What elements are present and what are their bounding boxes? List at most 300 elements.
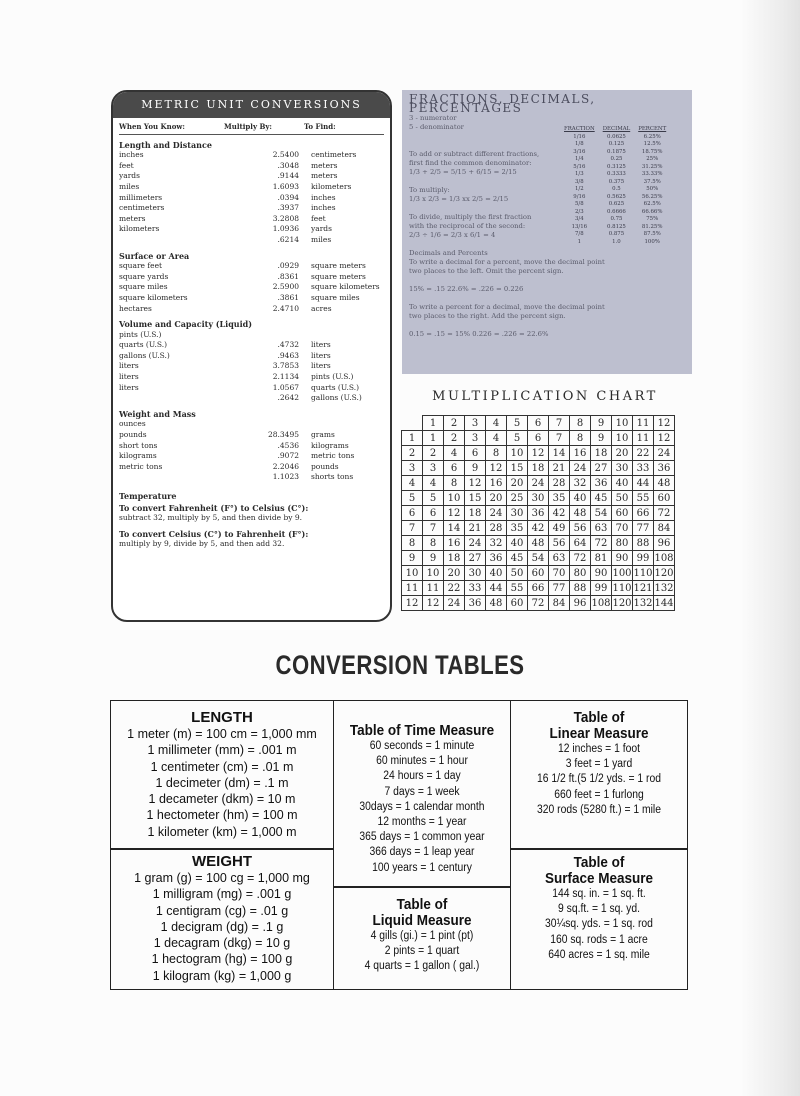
metric-from-unit [119,472,229,483]
mult-cell: 22 [633,446,654,461]
conversion-line: 1 kilometer (km) = 1,000 m [147,824,297,839]
metric-factor: 2.4710 [272,303,299,313]
fraction-text-line: with the reciprocal of the second: [409,222,526,230]
conversion-line: 60 minutes = 1 hour [376,755,468,768]
metric-row [119,383,384,394]
mult-cell: 110 [633,567,653,579]
mult-cell: 12 [654,431,675,446]
mult-cell: 44 [633,476,654,491]
mult-cell: 70 [612,521,633,536]
conversion-line: 2 pints = 1 quart [384,945,460,958]
mult-cell: 36 [528,506,549,521]
metric-factor [229,330,311,341]
mult-cell: 2 [402,446,423,461]
mult-cell: 11 [633,416,654,431]
mult-row [402,446,675,461]
mult-cell: 54 [591,506,612,521]
fraction-table-header: DECIMAL [602,126,631,132]
mult-cell: 12 [528,446,549,461]
mult-cell: 8 [570,416,591,431]
metric-row [119,150,384,161]
fractions-panel [402,90,692,374]
mult-cell: 64 [570,536,591,551]
mult-cell: 48 [654,476,675,491]
mult-cell: 84 [654,521,675,536]
surface-title-2: Surface Measure [544,870,654,887]
metric-to-unit: square meters [311,271,366,281]
mult-cell: 40 [507,536,528,551]
metric-to-unit: gallons (U.S.) [311,393,362,403]
mult-cell: 7 [423,521,444,536]
conversion-line: 1 decimeter (dm) = .1 m [155,775,289,790]
mult-row [402,536,675,551]
conversion-line: 4 quarts = 1 gallon ( gal.) [364,960,480,973]
mult-cell: 6 [444,461,465,476]
mult-cell: 35 [507,521,528,536]
metric-to-unit: liters [311,361,331,371]
conversion-line: 12 months = 1 year [377,816,467,829]
mult-cell: 54 [528,551,549,566]
fraction-text-line: two places to the right. Add the percent sign. [409,312,566,320]
metric-factor: .9144 [277,171,299,181]
mult-cell: 40 [570,491,591,506]
fraction-table-cell: 13/16 [571,223,588,230]
mult-cell: 7 [402,521,423,536]
metric-to-unit: feet [311,213,326,223]
fraction-table-cell: 1/2 [575,186,584,192]
fraction-text-line: To multiply: [409,186,450,194]
fractions-text [409,114,605,339]
conversion-line: 100 years = 1 century [372,861,472,874]
mult-cell: 15 [507,461,528,476]
mult-cell: 30 [528,491,549,506]
metric-factor: 3.2808 [272,213,299,223]
mult-cell: 55 [633,491,654,506]
metric-to-unit: acres [311,303,332,313]
metric-factor: 1.6093 [272,181,299,191]
conversion-line: 16 1/2 ft.(5 1/2 yds. = 1 rod [536,773,661,786]
mult-cell: 42 [528,521,549,536]
mult-cell: 24 [528,476,549,491]
fraction-table-cell: 81.25% [641,223,663,230]
fraction-table-row [560,224,670,232]
conversion-line: 60 seconds = 1 minute [369,740,475,752]
mult-cell: 36 [654,461,675,476]
mult-cell: 48 [486,596,507,611]
metric-from-unit: pints (U.S.) [119,329,162,339]
conversion-line: 12 inches = 1 foot [557,743,640,755]
col-multiply-by: Multiply By: [224,122,273,131]
metric-from-unit: ounces [119,419,146,429]
surface-title-1: Table of [573,854,625,871]
metric-from-unit: centimeters [119,203,165,213]
mult-cell: 48 [528,536,549,551]
fraction-table-cell: 1/8 [575,141,584,147]
mult-cell: 6 [465,446,486,461]
metric-from-unit: meters [119,213,146,223]
fraction-table-header: FRACTION [564,126,595,132]
mult-cell: 12 [465,476,486,491]
fraction-text-line: 15% = .15 22.6% = .226 = 0.226 [409,285,524,293]
fraction-table-row [560,164,670,172]
length-box [110,700,334,850]
mult-cell: 63 [549,551,570,566]
mult-cell: 55 [507,581,528,596]
mult-cell: 3 [465,431,486,446]
metric-to-unit: pints (U.S.) [311,372,354,382]
mult-cell [402,416,423,431]
mult-cell: 22 [444,581,465,596]
fraction-text-line: 1/3 + 2/5 = 5/15 + 6/15 = 2/15 [409,168,517,176]
mult-row [402,491,675,506]
mult-cell: 10 [612,416,633,431]
metric-row [119,161,384,172]
metric-section-title: Surface or Area [119,250,190,261]
mult-row [402,506,675,521]
fraction-text-line [409,132,584,141]
metric-to-unit [311,419,384,430]
mult-cell: 45 [507,551,528,566]
mult-cell: 30 [612,461,633,476]
metric-from-unit: square yards [119,271,169,281]
metric-from-unit: kilometers [119,224,160,234]
mult-cell: 24 [444,596,465,611]
mult-cell: 30 [507,506,528,521]
conversion-line: 1 kilogram (kg) = 1,000 g [152,968,292,983]
metric-row [119,393,384,404]
conversion-line: 640 acres = 1 sq. mile [548,948,650,961]
conversion-line: 30days = 1 calendar month [359,800,485,813]
metric-section-title: Weight and Mass [119,408,196,419]
mult-cell: 50 [612,491,633,506]
fraction-text-line: 3 - numerator [409,114,457,122]
temp-c-to-f-text: multiply by 9, divide by 5, and then add 32. [119,539,285,549]
fraction-table-row [560,149,670,157]
mult-cell: 84 [549,596,570,611]
metric-from-unit [119,235,229,246]
metric-title: METRIC UNIT CONVERSIONS [113,92,390,118]
metric-to-unit: inches [311,203,336,213]
mult-cell: 24 [654,446,675,461]
fraction-table-cell: 0.125 [608,141,625,147]
mult-cell: 6 [423,506,444,521]
multiplication-title: MULTIPLICATION CHART [432,389,658,404]
fraction-text-line: Decimals and Percents [409,249,488,257]
fraction-table-cell: 0.375 [608,178,625,185]
mult-cell: 50 [507,566,528,581]
fraction-table-row [560,216,670,224]
time-box [333,700,511,888]
metric-factor: .6214 [277,234,299,244]
metric-to-unit: shorts tons [311,472,354,482]
mult-cell: 40 [612,476,633,491]
mult-cell: 100 [612,567,632,579]
mult-cell: 110 [612,582,632,594]
metric-from-unit: feet [119,160,134,170]
mult-cell: 9 [465,461,486,476]
metric-row [119,224,384,235]
metric-factor: 2.5400 [272,150,299,160]
mult-cell: 48 [570,506,591,521]
conversion-line: 320 rods (5280 ft.) = 1 mile [536,803,661,816]
mult-row [402,416,675,431]
mult-cell: 72 [570,551,591,566]
fraction-table-cell: 7/8 [575,231,584,237]
mult-cell: 9 [591,416,612,431]
multiplication-chart [401,415,675,611]
conversion-line: 1 milligram (mg) = .001 g [152,887,292,902]
mult-cell: 27 [465,551,486,566]
metric-to-unit [311,330,384,341]
fraction-table-cell: 12.5% [643,141,661,147]
metric-from-unit [119,393,229,404]
fraction-table-cell: 0.875 [608,231,625,237]
metric-from-unit: pounds [119,430,147,440]
mult-cell: 88 [570,581,591,596]
mult-cell: 121 [633,582,653,594]
mult-cell: 40 [486,566,507,581]
fraction-text-line [409,321,689,330]
fraction-table-cell: 75% [646,216,659,222]
fraction-table-cell: 18.75% [641,148,663,155]
mult-cell: 30 [465,566,486,581]
mult-row [402,461,675,476]
metric-factor: 3.7853 [272,361,299,371]
conversion-line: 7 days = 1 week [384,785,460,798]
fraction-table-cell: 3/16 [573,148,586,155]
metric-row [119,472,384,483]
mult-cell: 24 [570,461,591,476]
mult-cell: 3 [423,461,444,476]
mult-cell: 4 [444,446,465,461]
conversion-tables-title: CONVERSION TABLES [275,650,525,680]
metric-row [119,171,384,182]
mult-cell: 3 [465,416,486,431]
fraction-table-row [560,194,670,202]
mult-cell: 120 [654,567,674,579]
metric-from-unit: short tons [119,440,158,450]
fraction-table-cell: 0.25 [610,156,623,162]
metric-factor: 2.1134 [272,372,299,382]
mult-cell: 80 [570,566,591,581]
fraction-table-cell: 0.5625 [607,193,626,200]
mult-cell: 20 [444,566,465,581]
mult-row [402,521,675,536]
liquid-title-2: Liquid Measure [372,912,472,929]
conversion-line: 660 feet = 1 furlong [554,788,644,801]
mult-cell: 33 [633,461,654,476]
mult-cell: 36 [591,476,612,491]
conversion-line: 160 sq. rods = 1 acre [550,933,648,946]
conversion-line: 24 hours = 1 day [383,770,461,783]
mult-row [402,431,675,446]
fraction-table-row [560,179,670,187]
metric-row [119,451,384,462]
metric-to-unit: liters [311,350,331,360]
fraction-table-cell: 62.5% [643,201,661,207]
metric-factor: .3048 [277,160,299,170]
mult-cell: 10 [423,566,444,581]
fraction-text-line: 2/3 ÷ 1/6 = 2/3 x 6/1 = 4 [409,231,496,239]
mult-cell: 18 [465,506,486,521]
conversion-line: 1 centimeter (cm) = .01 m [150,759,294,774]
mult-cell: 88 [633,536,654,551]
mult-cell: 20 [486,491,507,506]
mult-cell: 72 [654,506,675,521]
mult-cell: 9 [423,551,444,566]
mult-cell: 10 [402,566,423,581]
mult-cell: 66 [633,506,654,521]
metric-to-unit: square kilometers [311,282,380,292]
fraction-table-cell: 9/16 [573,193,586,200]
metric-to-unit: miles [311,234,332,244]
fraction-table-row [560,201,670,209]
mult-cell: 80 [612,536,633,551]
metric-to-unit: square miles [311,292,360,302]
metric-to-unit: grams [311,430,335,440]
mult-cell: 77 [633,521,654,536]
fraction-text-line: 1/3 x 2/3 = 1/3 xx 2/5 = 2/15 [409,195,509,203]
fraction-table-cell: 0.5 [612,186,621,192]
mult-cell: 10 [507,446,528,461]
mult-cell: 16 [444,536,465,551]
fraction-text-line: 5 - denominator [409,123,464,131]
metric-row [119,203,384,214]
mult-cell: 3 [402,461,423,476]
conversion-line: 144 sq. in. = 1 sq. ft. [552,888,646,900]
metric-row [119,340,384,351]
temp-f-to-c-text: subtract 32, multiply by 5, and then divide by 9. [119,513,303,523]
mult-cell: 8 [402,536,423,551]
mult-cell: 25 [507,491,528,506]
mult-cell: 4 [486,431,507,446]
temp-f-to-c-title: To convert Fahrenheit (F°) to Celsius (C°): [119,502,309,513]
conversion-line: 365 days = 1 common year [359,831,485,844]
fraction-table-cell: 5/8 [575,201,584,207]
mult-cell: 96 [654,536,675,551]
mult-cell: 5 [402,491,423,506]
length-title: LENGTH [191,709,253,726]
fraction-table-row [560,134,670,142]
mult-cell: 24 [486,506,507,521]
surface-lines [511,887,687,963]
conversion-line: 1 decameter (dkm) = 10 m [148,792,296,807]
fraction-text-line: 0.15 = .15 = 15% 0.226 = .226 = 22.6% [409,330,549,338]
mult-cell: 56 [549,536,570,551]
mult-cell: 132 [654,582,674,594]
metric-row [119,419,384,430]
conversion-line: 30¼sq. yds. = 1 sq. rod [545,918,653,931]
mult-cell: 28 [486,521,507,536]
mult-cell: 56 [570,521,591,536]
temp-c-to-f-title: To convert Celsius (C°) to Fahrenheit (F°): [119,528,309,539]
mult-cell: 11 [423,581,444,596]
weight-title: WEIGHT [192,853,252,870]
mult-cell: 11 [633,431,654,446]
surface-box [510,848,688,990]
metric-to-unit: kilograms [311,440,349,450]
fraction-text-line [409,141,584,150]
fraction-table-header: PERCENT [638,126,667,132]
fraction-text-line: To write a decimal for a percent, move the decimal point [409,258,605,266]
mult-cell: 16 [570,446,591,461]
metric-factor: 2.5900 [272,282,299,292]
fraction-table-cell: 0.3125 [607,163,626,170]
fraction-text-line [409,294,689,303]
metric-row [119,441,384,452]
conversion-line: 9 sq.ft. = 1 sq. yd. [558,903,640,916]
fraction-table-cell: 1.0 [612,238,621,245]
metric-from-unit: miles [119,181,140,191]
metric-row [119,214,384,225]
metric-to-unit: kilometers [311,181,352,191]
metric-from-unit: liters [119,382,139,392]
fraction-table-cell: 1/4 [575,156,584,162]
metric-factor: .4536 [277,440,299,450]
fraction-table-cell: 6.25% [643,133,661,140]
fraction-text-line [409,177,584,186]
mult-cell: 10 [444,491,465,506]
mult-cell: 108 [654,552,674,564]
mult-cell: 60 [612,506,633,521]
liquid-title-1: Table of [396,896,448,913]
linear-title-1: Table of [573,709,625,726]
mult-cell: 4 [423,476,444,491]
mult-cell: 14 [549,446,570,461]
metric-factor: .3861 [277,292,299,302]
metric-row [119,182,384,193]
mult-cell: 27 [591,461,612,476]
fraction-table-cell: 3/8 [575,178,584,185]
metric-row [119,235,384,246]
metric-sections [119,140,384,483]
mult-cell: 96 [570,596,591,611]
metric-to-unit: meters [311,171,338,181]
mult-cell: 60 [507,596,528,611]
metric-row [119,361,384,372]
mult-cell: 36 [486,551,507,566]
mult-cell: 90 [612,551,633,566]
fraction-table-cell: 25% [646,156,659,162]
mult-cell: 63 [591,521,612,536]
length-lines [111,726,333,840]
metric-to-unit: centimeters [311,150,357,160]
metric-section-title: Volume and Capacity (Liquid) [119,319,253,330]
fraction-table-cell: 56.25% [641,193,663,200]
metric-row [119,304,384,315]
mult-cell: 14 [444,521,465,536]
metric-to-unit: liters [311,340,331,350]
fraction-table-cell: 0.625 [608,201,625,207]
metric-row [119,282,384,293]
metric-to-unit: metric tons [311,451,355,461]
metric-factor: .8361 [277,271,299,281]
liquid-box [333,886,511,990]
fraction-table-cell: 50% [646,186,659,192]
metric-row [119,462,384,473]
metric-row [119,261,384,272]
metric-factor [229,419,311,430]
mult-cell: 6 [528,431,549,446]
mult-cell: 72 [591,536,612,551]
metric-row [119,430,384,441]
mult-cell: 9 [402,551,423,566]
mult-cell: 16 [486,476,507,491]
fraction-table-row [560,186,670,194]
page-edge-shadow [740,0,800,1096]
weight-lines [111,870,333,984]
fraction-table-cell: 0.75 [610,216,623,222]
